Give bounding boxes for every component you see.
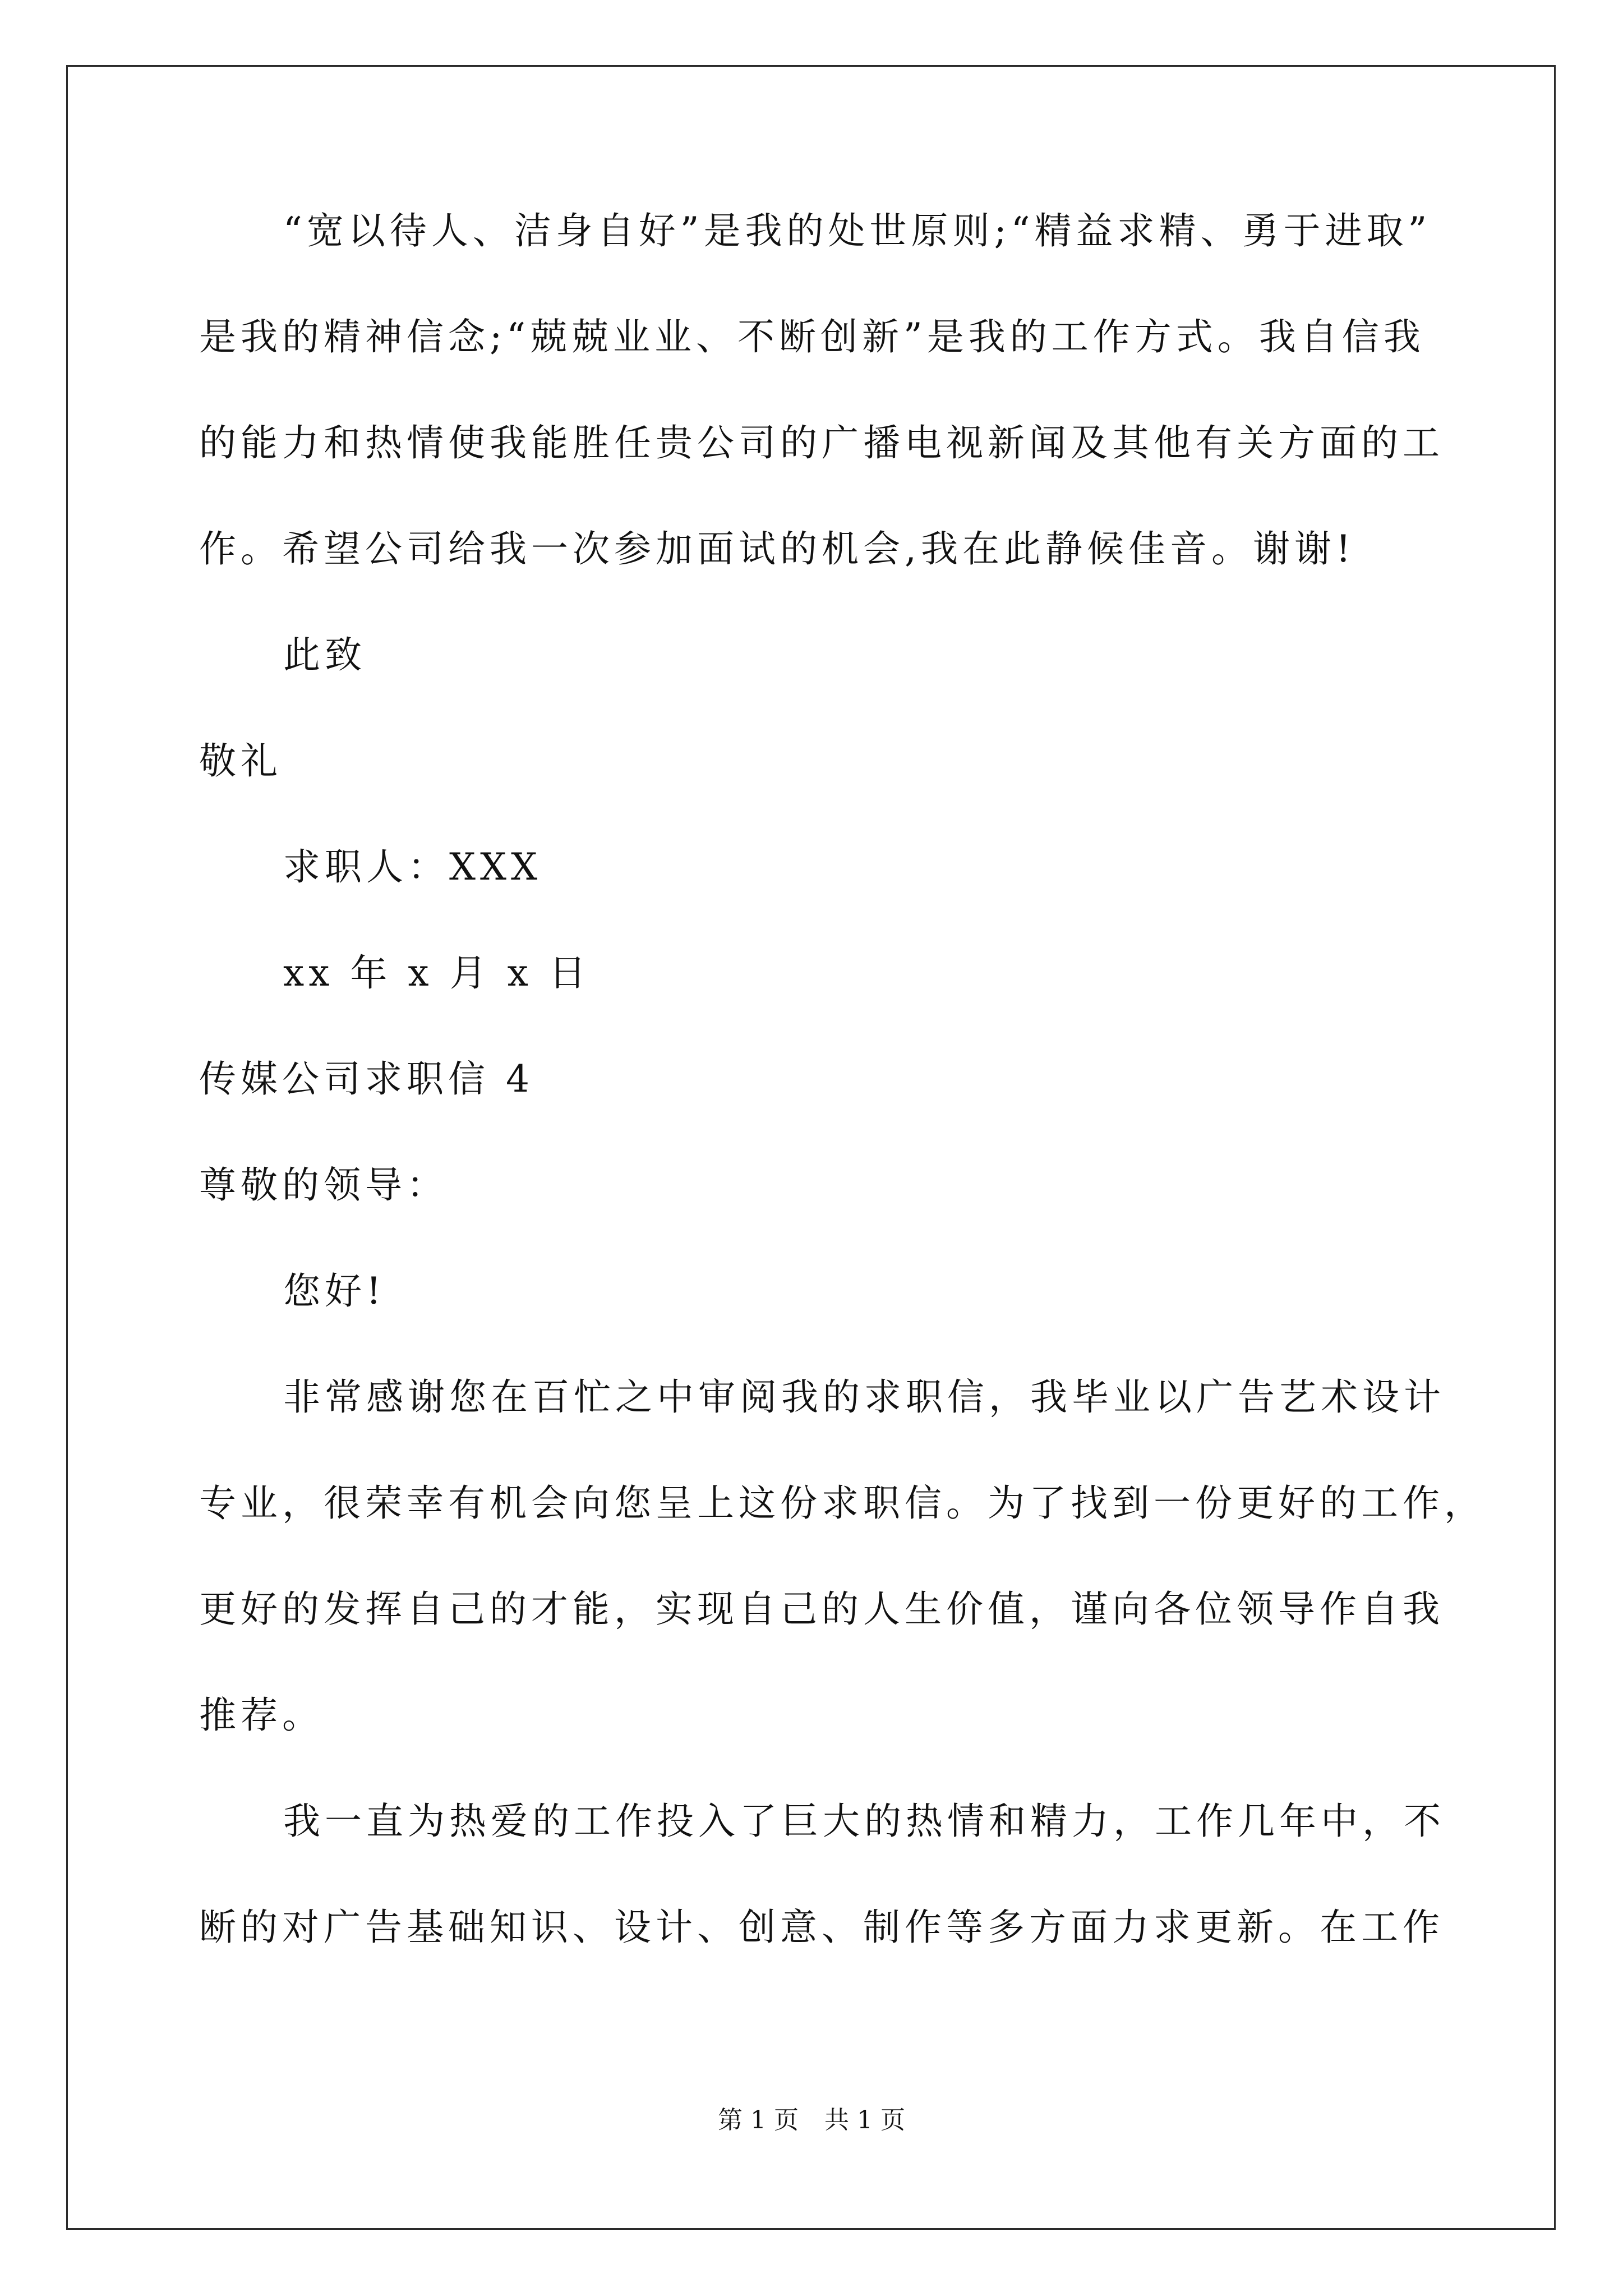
greeting-line: 您好! <box>283 1269 386 1313</box>
signature-line: 求职人：XXX <box>283 845 542 889</box>
paragraph-line: 的能力和热情使我能胜任贵公司的广播电视新闻及其他有关方面的工 <box>199 421 1444 464</box>
salutation-line: 敬礼 <box>199 739 282 783</box>
closing-line: 此致 <box>283 633 366 677</box>
paragraph-line: 非常感谢您在百忙之中审阅我的求职信，我毕业以广告艺术设计 <box>283 1375 1445 1419</box>
paragraph-line: 推荐。 <box>199 1694 324 1737</box>
page-total: 共 1 页 <box>824 2106 905 2134</box>
page-number: 第 1 页 <box>718 2106 799 2134</box>
paragraph-line: 更好的发挥自己的才能，实现自己的人生价值，谨向各位领导作自我 <box>199 1588 1444 1631</box>
paragraph-line: 断的对广告基础知识、设计、创意、制作等多方面力求更新。在工作 <box>199 1906 1444 1949</box>
paragraph-line: 是我的精神信念;“兢兢业业、不断创新”是我的工作方式。我自信我 <box>199 315 1425 358</box>
paragraph-line: 专业，很荣幸有机会向您呈上这份求职信。为了找到一份更好的工作， <box>199 1481 1486 1525</box>
paragraph-line: 作。希望公司给我一次参加面试的机会,我在此静候佳音。谢谢! <box>199 527 1355 570</box>
section-title: 传媒公司求职信 4 <box>199 1057 534 1101</box>
paragraph-line: “宽以待人、洁身自好”是我的处世原则;“精益求精、勇于进取” <box>283 209 1432 252</box>
page-footer <box>0 2105 1623 2136</box>
paragraph-line: 我一直为热爱的工作投入了巨大的热情和精力，工作几年中，不 <box>283 1800 1445 1843</box>
greeting-line: 尊敬的领导： <box>199 1163 448 1207</box>
date-line: xx 年 x 月 x 日 <box>283 951 591 995</box>
